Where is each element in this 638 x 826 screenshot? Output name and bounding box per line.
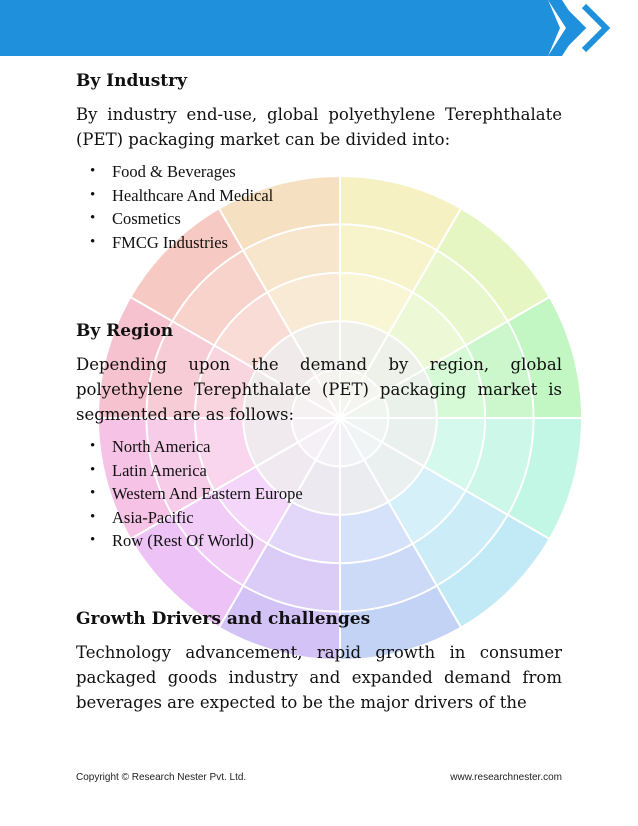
region-heading: By Region bbox=[76, 321, 174, 341]
growth-heading: Growth Drivers and challenges bbox=[76, 609, 371, 629]
list-item: • Food & Beverages bbox=[90, 160, 562, 184]
list-item: • FMCG Industries bbox=[90, 231, 562, 255]
copyright-text: Copyright © Research Nester Pvt. Ltd. bbox=[76, 772, 247, 783]
list-item: • North America bbox=[90, 435, 562, 459]
region-section bbox=[76, 320, 562, 553]
list-item: • Row (Rest Of World) bbox=[90, 529, 562, 553]
industry-list bbox=[76, 160, 562, 254]
list-item: • Cosmetics bbox=[90, 207, 562, 231]
industry-intro: By industry end-use, global polyethylene Terephthalate (PET) packaging market can be divided into: bbox=[76, 105, 562, 149]
industry-section bbox=[76, 70, 562, 254]
region-list bbox=[76, 435, 562, 553]
growth-text: Technology advancement, rapid growth in consumer packaged goods industry and expanded demand from beverages are expected to be the major drivers of the bbox=[76, 643, 562, 712]
header-banner bbox=[0, 0, 638, 56]
list-item: • Latin America bbox=[90, 459, 562, 483]
industry-heading: By Industry bbox=[76, 71, 187, 91]
list-item: • Western And Eastern Europe bbox=[90, 482, 562, 506]
footer-url: www.researchnester.com bbox=[450, 772, 562, 783]
page-footer bbox=[76, 772, 562, 788]
list-item: • Asia-Pacific bbox=[90, 506, 562, 530]
growth-section bbox=[76, 608, 562, 715]
region-intro: Depending upon the demand by region, global polyethylene Terephthalate (PET) packaging market is segmented are as follows: bbox=[76, 355, 562, 424]
list-item: • Healthcare And Medical bbox=[90, 184, 562, 208]
